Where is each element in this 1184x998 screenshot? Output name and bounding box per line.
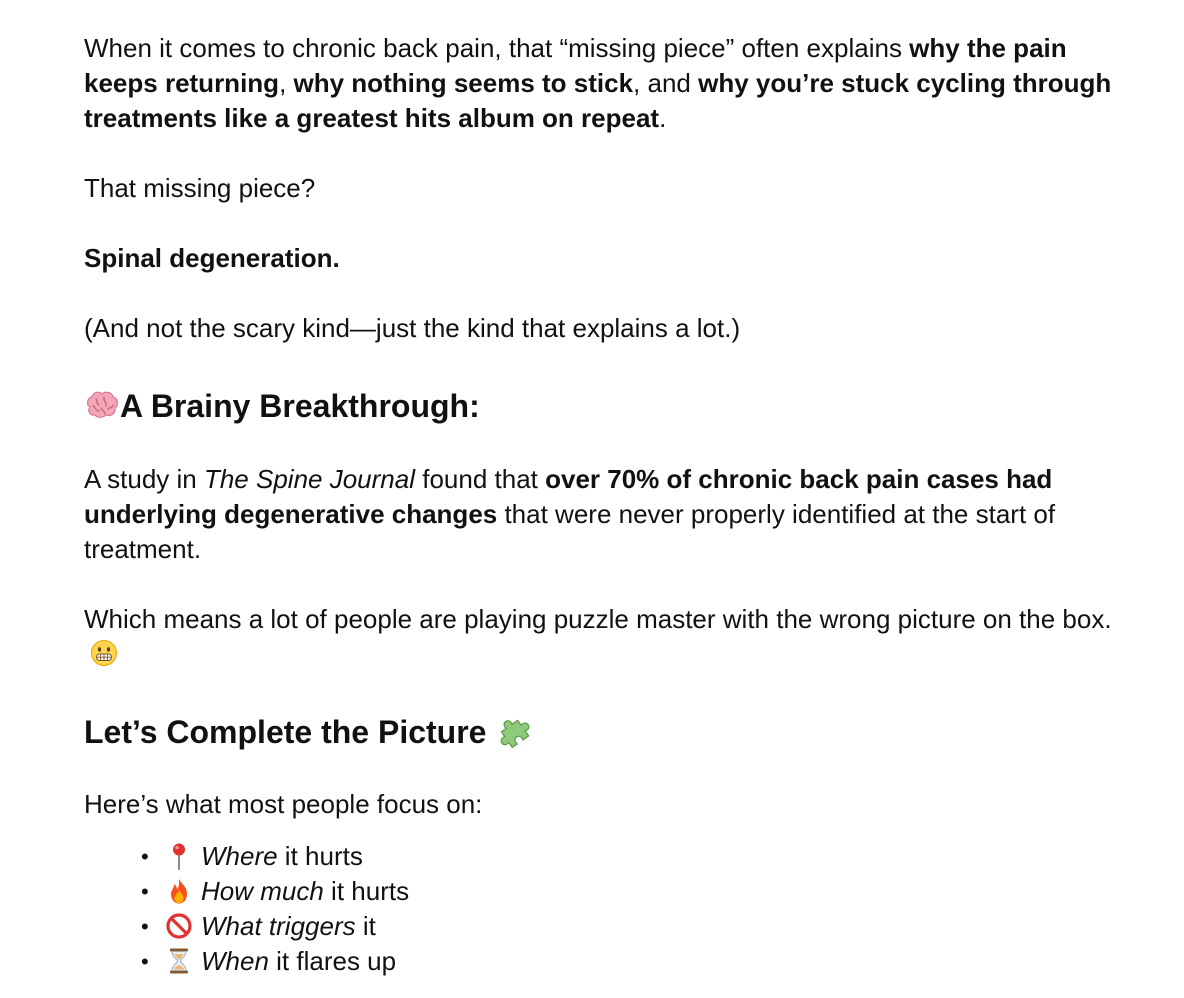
hourglass-icon: [165, 947, 193, 975]
question-paragraph: That missing piece?: [84, 173, 316, 203]
section-heading-complete: [84, 712, 1124, 752]
bullet: •: [141, 844, 149, 869]
aside-paragraph: (And not the scary kind—just the kind that explains a lot.): [84, 313, 741, 343]
answer-paragraph: Spinal degeneration.: [84, 243, 340, 273]
brain-icon: [84, 387, 120, 423]
bullet: •: [141, 949, 149, 974]
list-item: • How much it hurts: [84, 874, 1124, 909]
puzzle-piece-icon: [495, 713, 531, 749]
round-pushpin-icon: [165, 842, 193, 870]
which-paragraph: Which means a lot of people are playing puzzle master with the wrong picture on the box.: [84, 602, 1124, 672]
study-paragraph: A study in The Spine Journal found that over 70% of chronic back pain cases had underlying degenerative changes that were never properly identified at the start of treatment.: [84, 464, 1056, 564]
prohibited-icon: [165, 912, 193, 940]
bullet: •: [141, 914, 149, 939]
fire-icon: [165, 877, 193, 905]
focus-intro-paragraph: Here’s what most people focus on:: [84, 789, 483, 819]
journal-name: The Spine Journal: [203, 464, 415, 494]
intro-paragraph: When it comes to chronic back pain, that “missing piece” often explains why the pain keeps returning, why nothing seems to stick, and why you’re stuck cycling through treatments like a greatest hits album on repeat.: [84, 33, 1112, 133]
focus-list: [84, 839, 1124, 979]
bold-phrase: why you’re stuck cycling through treatments like a greatest hits album on repeat: [84, 68, 1112, 133]
list-item: • When it flares up: [84, 944, 1124, 979]
section-title: A Brainy Breakthrough:: [120, 388, 480, 424]
list-item: • What triggers it: [84, 909, 1124, 944]
bold-phrase: over 70% of chronic back pain cases had underlying degenerative changes: [84, 464, 1053, 529]
section-heading-brainy: [84, 386, 1124, 426]
bold-phrase: why the pain keeps returning: [84, 33, 1067, 98]
bullet: •: [141, 879, 149, 904]
list-item: • Where it hurts: [84, 839, 1124, 874]
bold-phrase: why nothing seems to stick: [293, 68, 634, 98]
grimacing-face-icon: [90, 639, 118, 667]
section-title: Let’s Complete the Picture: [84, 714, 487, 750]
document-body: [84, 31, 1124, 979]
